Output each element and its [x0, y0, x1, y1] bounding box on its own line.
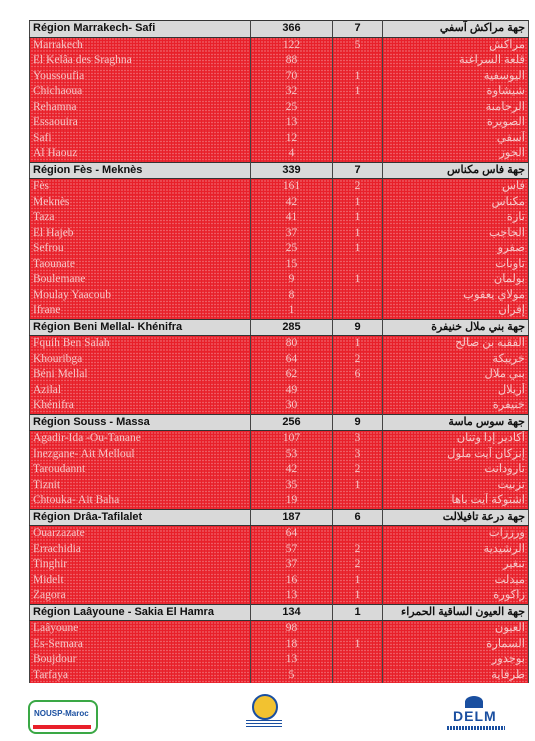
province-row [30, 573, 529, 589]
province-total: 25 [251, 100, 333, 116]
region-name-arabic: جهة درعة تافيلالت [383, 509, 529, 526]
province-name-arabic: بوجدور [383, 652, 529, 668]
province-name: Taounate [30, 257, 251, 273]
province-name: Fès [30, 179, 251, 195]
province-row [30, 652, 529, 668]
table-body [30, 21, 529, 684]
region-header-row [30, 319, 529, 336]
province-total: 13 [251, 115, 333, 131]
region-name-arabic: جهة مراكش آسفي [383, 21, 529, 38]
region-total: 366 [251, 21, 333, 38]
province-row [30, 179, 529, 195]
province-row [30, 462, 529, 478]
region-total: 134 [251, 604, 333, 621]
province-name-arabic: مولاي يعقوب [383, 288, 529, 304]
province-total: 19 [251, 493, 333, 509]
province-total: 122 [251, 37, 333, 53]
region-name: Région Laâyoune - Sakia El Hamra [30, 604, 251, 621]
province-row [30, 131, 529, 147]
province-count: 3 [333, 431, 383, 447]
province-name-arabic: تزنيت [383, 478, 529, 494]
region-total: 285 [251, 319, 333, 336]
province-count [333, 303, 383, 319]
province-row [30, 383, 529, 399]
province-row [30, 241, 529, 257]
province-count [333, 493, 383, 509]
province-total: 32 [251, 84, 333, 100]
province-name: Marrakech [30, 37, 251, 53]
province-row [30, 637, 529, 653]
province-name-arabic: صفرو [383, 241, 529, 257]
province-total: 12 [251, 131, 333, 147]
province-name-arabic: آسفي [383, 131, 529, 147]
province-count: 1 [333, 226, 383, 242]
province-count: 1 [333, 272, 383, 288]
province-name: Béni Mellal [30, 367, 251, 383]
province-total: 9 [251, 272, 333, 288]
province-count: 2 [333, 557, 383, 573]
nousp-maroc-logo [28, 700, 98, 734]
province-count: 1 [333, 478, 383, 494]
province-name-arabic: تنغير [383, 557, 529, 573]
province-name: Ifrane [30, 303, 251, 319]
province-count: 2 [333, 179, 383, 195]
province-name: Essaouira [30, 115, 251, 131]
province-count: 1 [333, 637, 383, 653]
province-name: Safi [30, 131, 251, 147]
province-count: 5 [333, 37, 383, 53]
province-name: Midelt [30, 573, 251, 589]
province-total: 37 [251, 557, 333, 573]
region-count: 9 [333, 319, 383, 336]
province-count [333, 288, 383, 304]
province-row [30, 100, 529, 116]
province-total: 13 [251, 652, 333, 668]
province-row [30, 257, 529, 273]
province-row [30, 146, 529, 162]
province-count: 6 [333, 367, 383, 383]
province-name: Meknès [30, 195, 251, 211]
region-header-row [30, 414, 529, 431]
province-count [333, 652, 383, 668]
province-row [30, 303, 529, 319]
province-total: 16 [251, 573, 333, 589]
province-name-arabic: الحوز [383, 146, 529, 162]
province-row [30, 115, 529, 131]
province-row [30, 431, 529, 447]
province-row [30, 398, 529, 414]
province-total: 64 [251, 352, 333, 368]
province-count: 1 [333, 588, 383, 604]
province-count [333, 100, 383, 116]
emblem-icon [252, 694, 278, 720]
province-name: Laâyoune [30, 621, 251, 637]
province-total: 57 [251, 542, 333, 558]
province-row [30, 447, 529, 463]
province-row [30, 668, 529, 684]
province-name: Youssoufia [30, 69, 251, 85]
province-total: 42 [251, 462, 333, 478]
region-name-arabic: جهة بني ملال خنيفرة [383, 319, 529, 336]
region-count: 6 [333, 509, 383, 526]
province-name-arabic: اليوسفية [383, 69, 529, 85]
province-name: Inezgane- Ait Melloul [30, 447, 251, 463]
province-name: Al Haouz [30, 146, 251, 162]
province-name: Taroudannt [30, 462, 251, 478]
region-name-arabic: جهة العيون الساقية الحمراء [383, 604, 529, 621]
province-name: Tarfaya [30, 668, 251, 684]
province-name: Khouribga [30, 352, 251, 368]
province-row [30, 588, 529, 604]
province-name: Ouarzazate [30, 526, 251, 542]
province-row [30, 336, 529, 352]
province-name: El Hajeb [30, 226, 251, 242]
regional-statistics-table [29, 20, 529, 683]
footer-logos [0, 690, 535, 741]
province-name: Chichaoua [30, 84, 251, 100]
delm-mark-icon [465, 696, 483, 708]
province-name-arabic: إفران [383, 303, 529, 319]
province-count: 1 [333, 241, 383, 257]
province-name-arabic: الرشيدية [383, 542, 529, 558]
statistics-table-container [29, 20, 528, 683]
region-name: Région Marrakech- Safi [30, 21, 251, 38]
province-name-arabic: اشتوكة آيت باها [383, 493, 529, 509]
region-count: 7 [333, 21, 383, 38]
province-count: 2 [333, 462, 383, 478]
province-count [333, 621, 383, 637]
province-name: Chtouka- Ait Baha [30, 493, 251, 509]
province-count [333, 383, 383, 399]
province-count [333, 146, 383, 162]
province-row [30, 352, 529, 368]
province-total: 88 [251, 53, 333, 69]
province-name: Boulemane [30, 272, 251, 288]
province-total: 37 [251, 226, 333, 242]
province-row [30, 69, 529, 85]
province-name-arabic: ميدلت [383, 573, 529, 589]
province-name-arabic: مكناس [383, 195, 529, 211]
province-row [30, 478, 529, 494]
province-total: 80 [251, 336, 333, 352]
province-count: 1 [333, 210, 383, 226]
province-count [333, 53, 383, 69]
province-total: 98 [251, 621, 333, 637]
province-name: Fquih Ben Salah [30, 336, 251, 352]
region-name-arabic: جهة سوس ماسة [383, 414, 529, 431]
province-row [30, 557, 529, 573]
province-total: 49 [251, 383, 333, 399]
province-count: 1 [333, 573, 383, 589]
province-name: Khénifra [30, 398, 251, 414]
province-name-arabic: خريبكة [383, 352, 529, 368]
province-name: Tiznit [30, 478, 251, 494]
province-count [333, 131, 383, 147]
ministry-emblem-logo [244, 694, 284, 730]
region-total: 187 [251, 509, 333, 526]
province-total: 70 [251, 69, 333, 85]
delm-caption-lines [447, 726, 505, 730]
province-count [333, 398, 383, 414]
region-header-row [30, 21, 529, 38]
delm-logo-text: DELM [453, 708, 497, 724]
province-count: 2 [333, 542, 383, 558]
province-name: Tinghir [30, 557, 251, 573]
province-name-arabic: ورززات [383, 526, 529, 542]
province-total: 5 [251, 668, 333, 684]
province-total: 161 [251, 179, 333, 195]
province-name: Sefrou [30, 241, 251, 257]
province-row [30, 542, 529, 558]
province-name-arabic: الفقيه بن صالح [383, 336, 529, 352]
province-count: 1 [333, 195, 383, 211]
province-row [30, 53, 529, 69]
province-name: Rehamna [30, 100, 251, 116]
province-name-arabic: مراكش [383, 37, 529, 53]
region-header-row [30, 162, 529, 179]
province-name: Boujdour [30, 652, 251, 668]
province-count [333, 115, 383, 131]
province-name: Zagora [30, 588, 251, 604]
region-name: Région Souss - Massa [30, 414, 251, 431]
province-total: 64 [251, 526, 333, 542]
region-name: Région Fès - Meknès [30, 162, 251, 179]
province-name-arabic: الرحامنة [383, 100, 529, 116]
province-name-arabic: طرفاية [383, 668, 529, 684]
province-name: Es-Semara [30, 637, 251, 653]
nousp-logo-text: NOUSP-Maroc [34, 709, 89, 718]
province-total: 42 [251, 195, 333, 211]
province-total: 53 [251, 447, 333, 463]
province-total: 15 [251, 257, 333, 273]
province-total: 62 [251, 367, 333, 383]
province-name-arabic: بني ملال [383, 367, 529, 383]
province-row [30, 367, 529, 383]
province-row [30, 84, 529, 100]
province-count: 3 [333, 447, 383, 463]
region-total: 339 [251, 162, 333, 179]
province-total: 107 [251, 431, 333, 447]
region-header-row [30, 509, 529, 526]
province-row [30, 37, 529, 53]
province-name-arabic: الحاجب [383, 226, 529, 242]
province-name-arabic: السمارة [383, 637, 529, 653]
province-name-arabic: تاونات [383, 257, 529, 273]
province-name-arabic: شيشاوة [383, 84, 529, 100]
province-name: Moulay Yaacoub [30, 288, 251, 304]
province-name-arabic: قلعة السراغنة [383, 53, 529, 69]
region-count: 7 [333, 162, 383, 179]
province-row [30, 272, 529, 288]
province-row [30, 195, 529, 211]
province-name-arabic: العيون [383, 621, 529, 637]
delm-logo [447, 696, 505, 732]
logo-stripe [33, 725, 91, 729]
province-name: El Kelâa des Sraghna [30, 53, 251, 69]
province-name: Azilal [30, 383, 251, 399]
province-total: 8 [251, 288, 333, 304]
province-total: 13 [251, 588, 333, 604]
province-total: 18 [251, 637, 333, 653]
province-name-arabic: خنيفرة [383, 398, 529, 414]
province-count: 1 [333, 336, 383, 352]
province-name-arabic: بولمان [383, 272, 529, 288]
province-total: 4 [251, 146, 333, 162]
province-name-arabic: تازة [383, 210, 529, 226]
province-name-arabic: تارودانت [383, 462, 529, 478]
province-name: Errachidia [30, 542, 251, 558]
region-count: 9 [333, 414, 383, 431]
region-header-row [30, 604, 529, 621]
province-name-arabic: زاكورة [383, 588, 529, 604]
province-name: Taza [30, 210, 251, 226]
province-count [333, 257, 383, 273]
province-name-arabic: فاس [383, 179, 529, 195]
region-total: 256 [251, 414, 333, 431]
province-name-arabic: أزيلال [383, 383, 529, 399]
province-count [333, 668, 383, 684]
province-total: 41 [251, 210, 333, 226]
province-name-arabic: إنزكان آيت ملول [383, 447, 529, 463]
province-total: 25 [251, 241, 333, 257]
province-name: Agadir-Ida -Ou-Tanane [30, 431, 251, 447]
province-count: 2 [333, 352, 383, 368]
province-row [30, 210, 529, 226]
region-name: Région Beni Mellal- Khénifra [30, 319, 251, 336]
province-total: 35 [251, 478, 333, 494]
province-row [30, 226, 529, 242]
province-count: 1 [333, 69, 383, 85]
province-total: 1 [251, 303, 333, 319]
province-row [30, 493, 529, 509]
province-total: 30 [251, 398, 333, 414]
province-row [30, 526, 529, 542]
region-name: Région Drâa-Tafilalet [30, 509, 251, 526]
region-name-arabic: جهة فاس مكناس [383, 162, 529, 179]
emblem-caption-lines [246, 720, 282, 728]
province-row [30, 288, 529, 304]
province-count [333, 526, 383, 542]
region-count: 1 [333, 604, 383, 621]
province-count: 1 [333, 84, 383, 100]
province-name-arabic: الصويرة [383, 115, 529, 131]
province-name-arabic: أكادير إدا وتنان [383, 431, 529, 447]
province-row [30, 621, 529, 637]
